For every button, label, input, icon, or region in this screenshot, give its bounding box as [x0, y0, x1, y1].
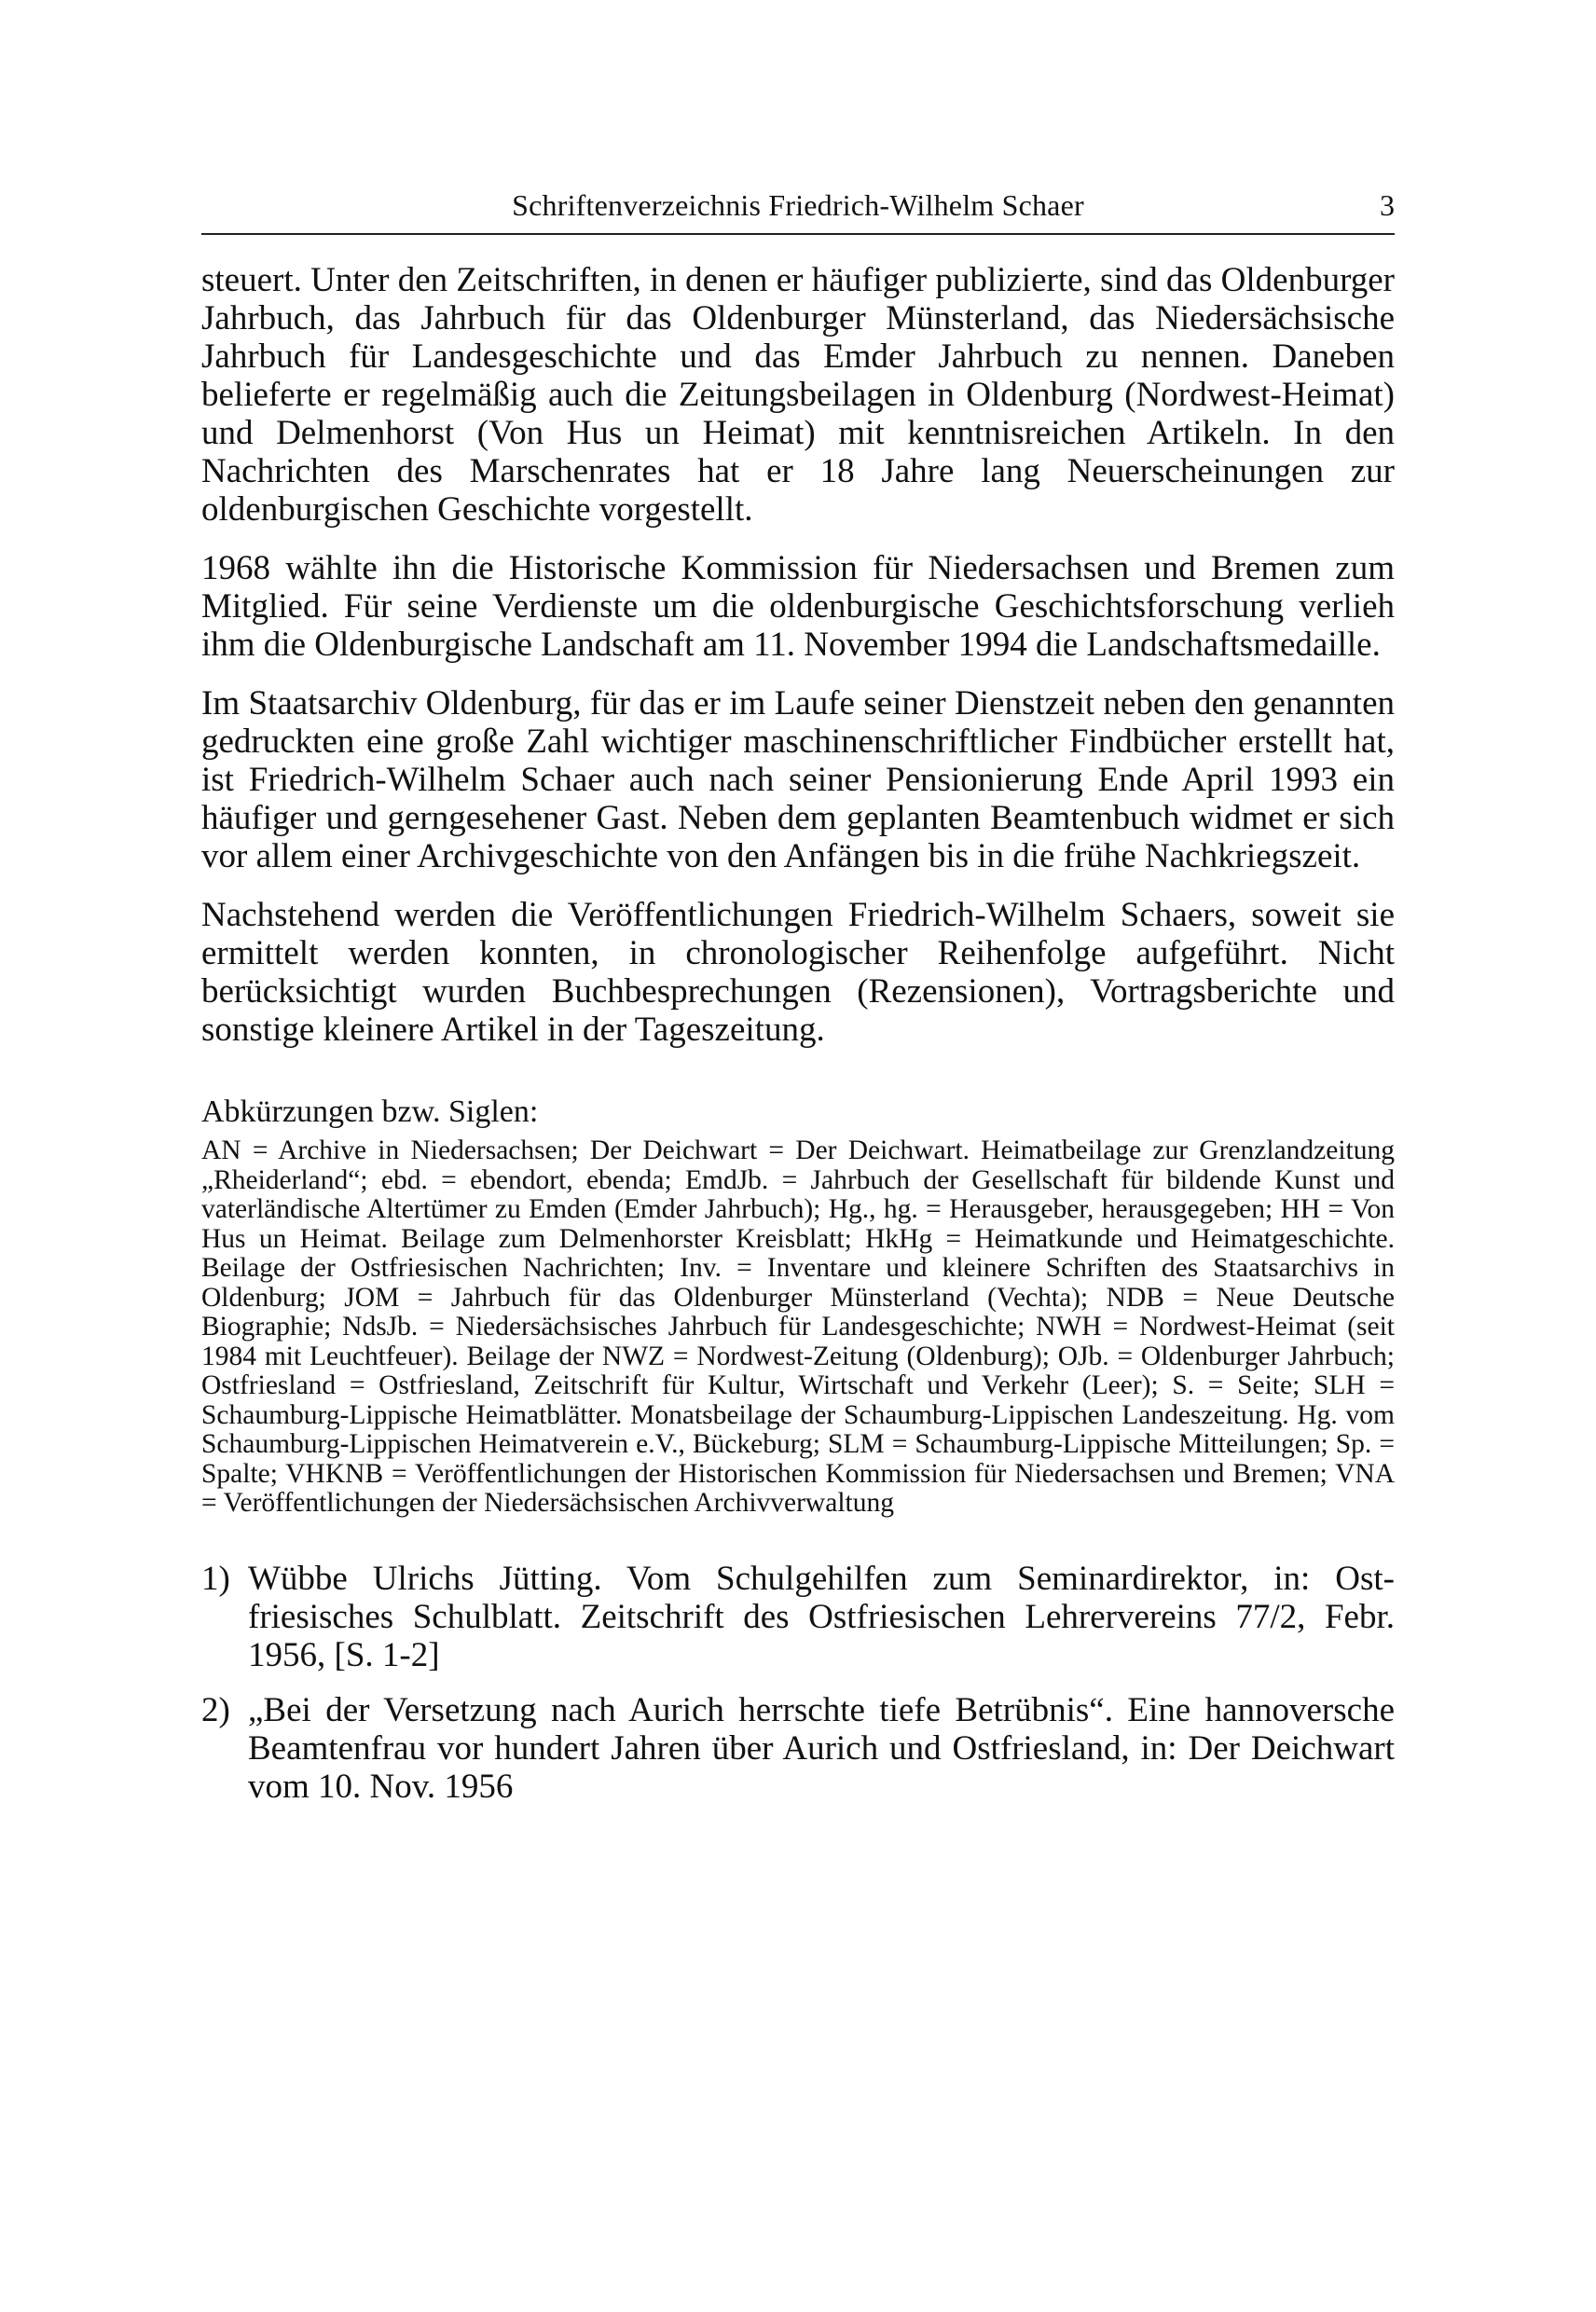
page-number: 3: [1380, 188, 1395, 222]
abbreviations-heading: Abkürzungen bzw. Siglen:: [201, 1094, 539, 1129]
entry-text: „Bei der Versetzung nach Aurich herrschte tiefe Betrübnis“. Eine hannoversche Beamtenfrau vor hundert Jahren über Aurich und Ostfriesland, in: Der Deichwart vom 10. Nov. 1956: [248, 1690, 1395, 1806]
body-paragraph-commission: 1968 wählte ihn die Historische Kommission für Niedersachsen und Bremen zum Mitglied. Für seine Verdienste um die oldenburgische Geschichtsforschung verlieh ihm die Oldenburgische Landschaft am 11. November 1994 die Landschaftsmedaille.: [201, 549, 1395, 664]
document-page: [201, 0, 1395, 2312]
body-paragraph-publications: Nachstehend werden die Veröffentlichungen Friedrich-Wilhelm Schaers, soweit sie ermittelt werden konnten, in chronologischer Reihenfolge aufgeführt. Nicht berücksichtigt wurden Buchbesprechungen (Rezensionen), Vortragsberichte und sonstige kleinere Artikel in der Tageszeitung.: [201, 896, 1395, 1049]
body-paragraph-archive: Im Staatsarchiv Oldenburg, für das er im Laufe seiner Dienstzeit neben den genannten gedruckten eine große Zahl wichtiger maschinenschriftlicher Findbücher erstellt hat, ist Friedrich-Wilhelm Schaer auch nach seiner Pensionierung Ende April 1993 ein häufiger und gerngesehener Gast. Neben dem geplanten Beamtenbuch widmet er sich vor allem einer Archivgeschichte von den Anfängen bis in die frühe Nachkriegszeit.: [201, 684, 1395, 875]
bibliography-entry: [201, 1691, 1395, 1806]
bibliography-list: [201, 1560, 1395, 1806]
bibliography-entry: [201, 1560, 1395, 1674]
entry-number: 1): [201, 1559, 230, 1598]
body-paragraph-continuation: steuert. Unter den Zeitschriften, in denen er häufiger publizierte, sind das Oldenburger Jahrbuch, das Jahrbuch für das Oldenburger Münsterland, das Niedersächsische Jahrbuch für Landesgeschichte und das Emder Jahrbuch zu nennen. Daneben belieferte er regelmäßig auch die Zeitungsbeilagen in Oldenburg (Nordwest-Heimat) und Delmenhorst (Von Hus un Heimat) mit kenntnisreichen Artikeln. In den Nachrichten des Marschenrates hat er 18 Jahre lang Neuerscheinungen zur oldenburgischen Geschichte vorgestellt.: [201, 261, 1395, 529]
document-body: [201, 261, 1395, 1823]
abbreviations-list: AN = Archive in Niedersachsen; Der Deichwart = Der Deichwart. Heimatbeilage zur Grenzlandzeitung „Rheiderland“; ebd. = ebendort, ebenda; EmdJb. = Jahrbuch der Gesellschaft für bildende Kunst und vaterländische Altertümer zu Emden (Emder Jahrbuch); Hg., hg. = Herausgeber, herausgegeben; HH = Von Hus un Heimat. Beilage zum Delmenhorster Kreisblatt; HkHg = Heimatkunde und Heimatgeschichte. Beilage der Ostfriesischen Nachrichten; Inv. = Inventare und kleinere Schriften des Staatsarchivs in Oldenburg; JOM = Jahrbuch für das Oldenburger Münsterland (Vechta); NDB = Neue Deutsche Biographie; NdsJb. = Niedersächsisches Jahrbuch für Landesgeschichte; NWH = Nordwest-Heimat (seit 1984 mit Leuchtfeuer). Beilage der NWZ = Nordwest-Zeitung (Oldenburg); OJb. = Oldenburger Jahrbuch; Ostfriesland = Ostfriesland, Zeitschrift für Kultur, Wirtschaft und Verkehr (Leer); S. = Seite; SLH = Schaumburg-Lippische Heimatblätter. Monatsbeilage der Schaumburg-Lippischen Landeszeitung. Hg. vom Schaumburg-Lippischen Heimatverein e.V., Bückeburg; SLM = Schaumburg-Lippische Mitteilungen; Sp. = Spalte; VHKNB = Veröffentlichungen der Historischen Kommission für Niedersachsen und Bremen; VNA = Veröffentlichungen der Niedersächsischen Archivverwaltung: [201, 1135, 1395, 1518]
entry-text: Wübbe Ulrichs Jütting. Vom Schulgehilfen zum Seminardirektor, in: Ostfriesisches Schulblatt. Zeitschrift des Ostfriesischen Lehrervereins 77/2, Febr. 1956, [S. 1-2]: [248, 1559, 1395, 1674]
running-title: Schriftenverzeichnis Friedrich-Wilhelm Schaer: [512, 188, 1084, 222]
entry-number: 2): [201, 1690, 230, 1729]
running-header: [201, 186, 1395, 235]
